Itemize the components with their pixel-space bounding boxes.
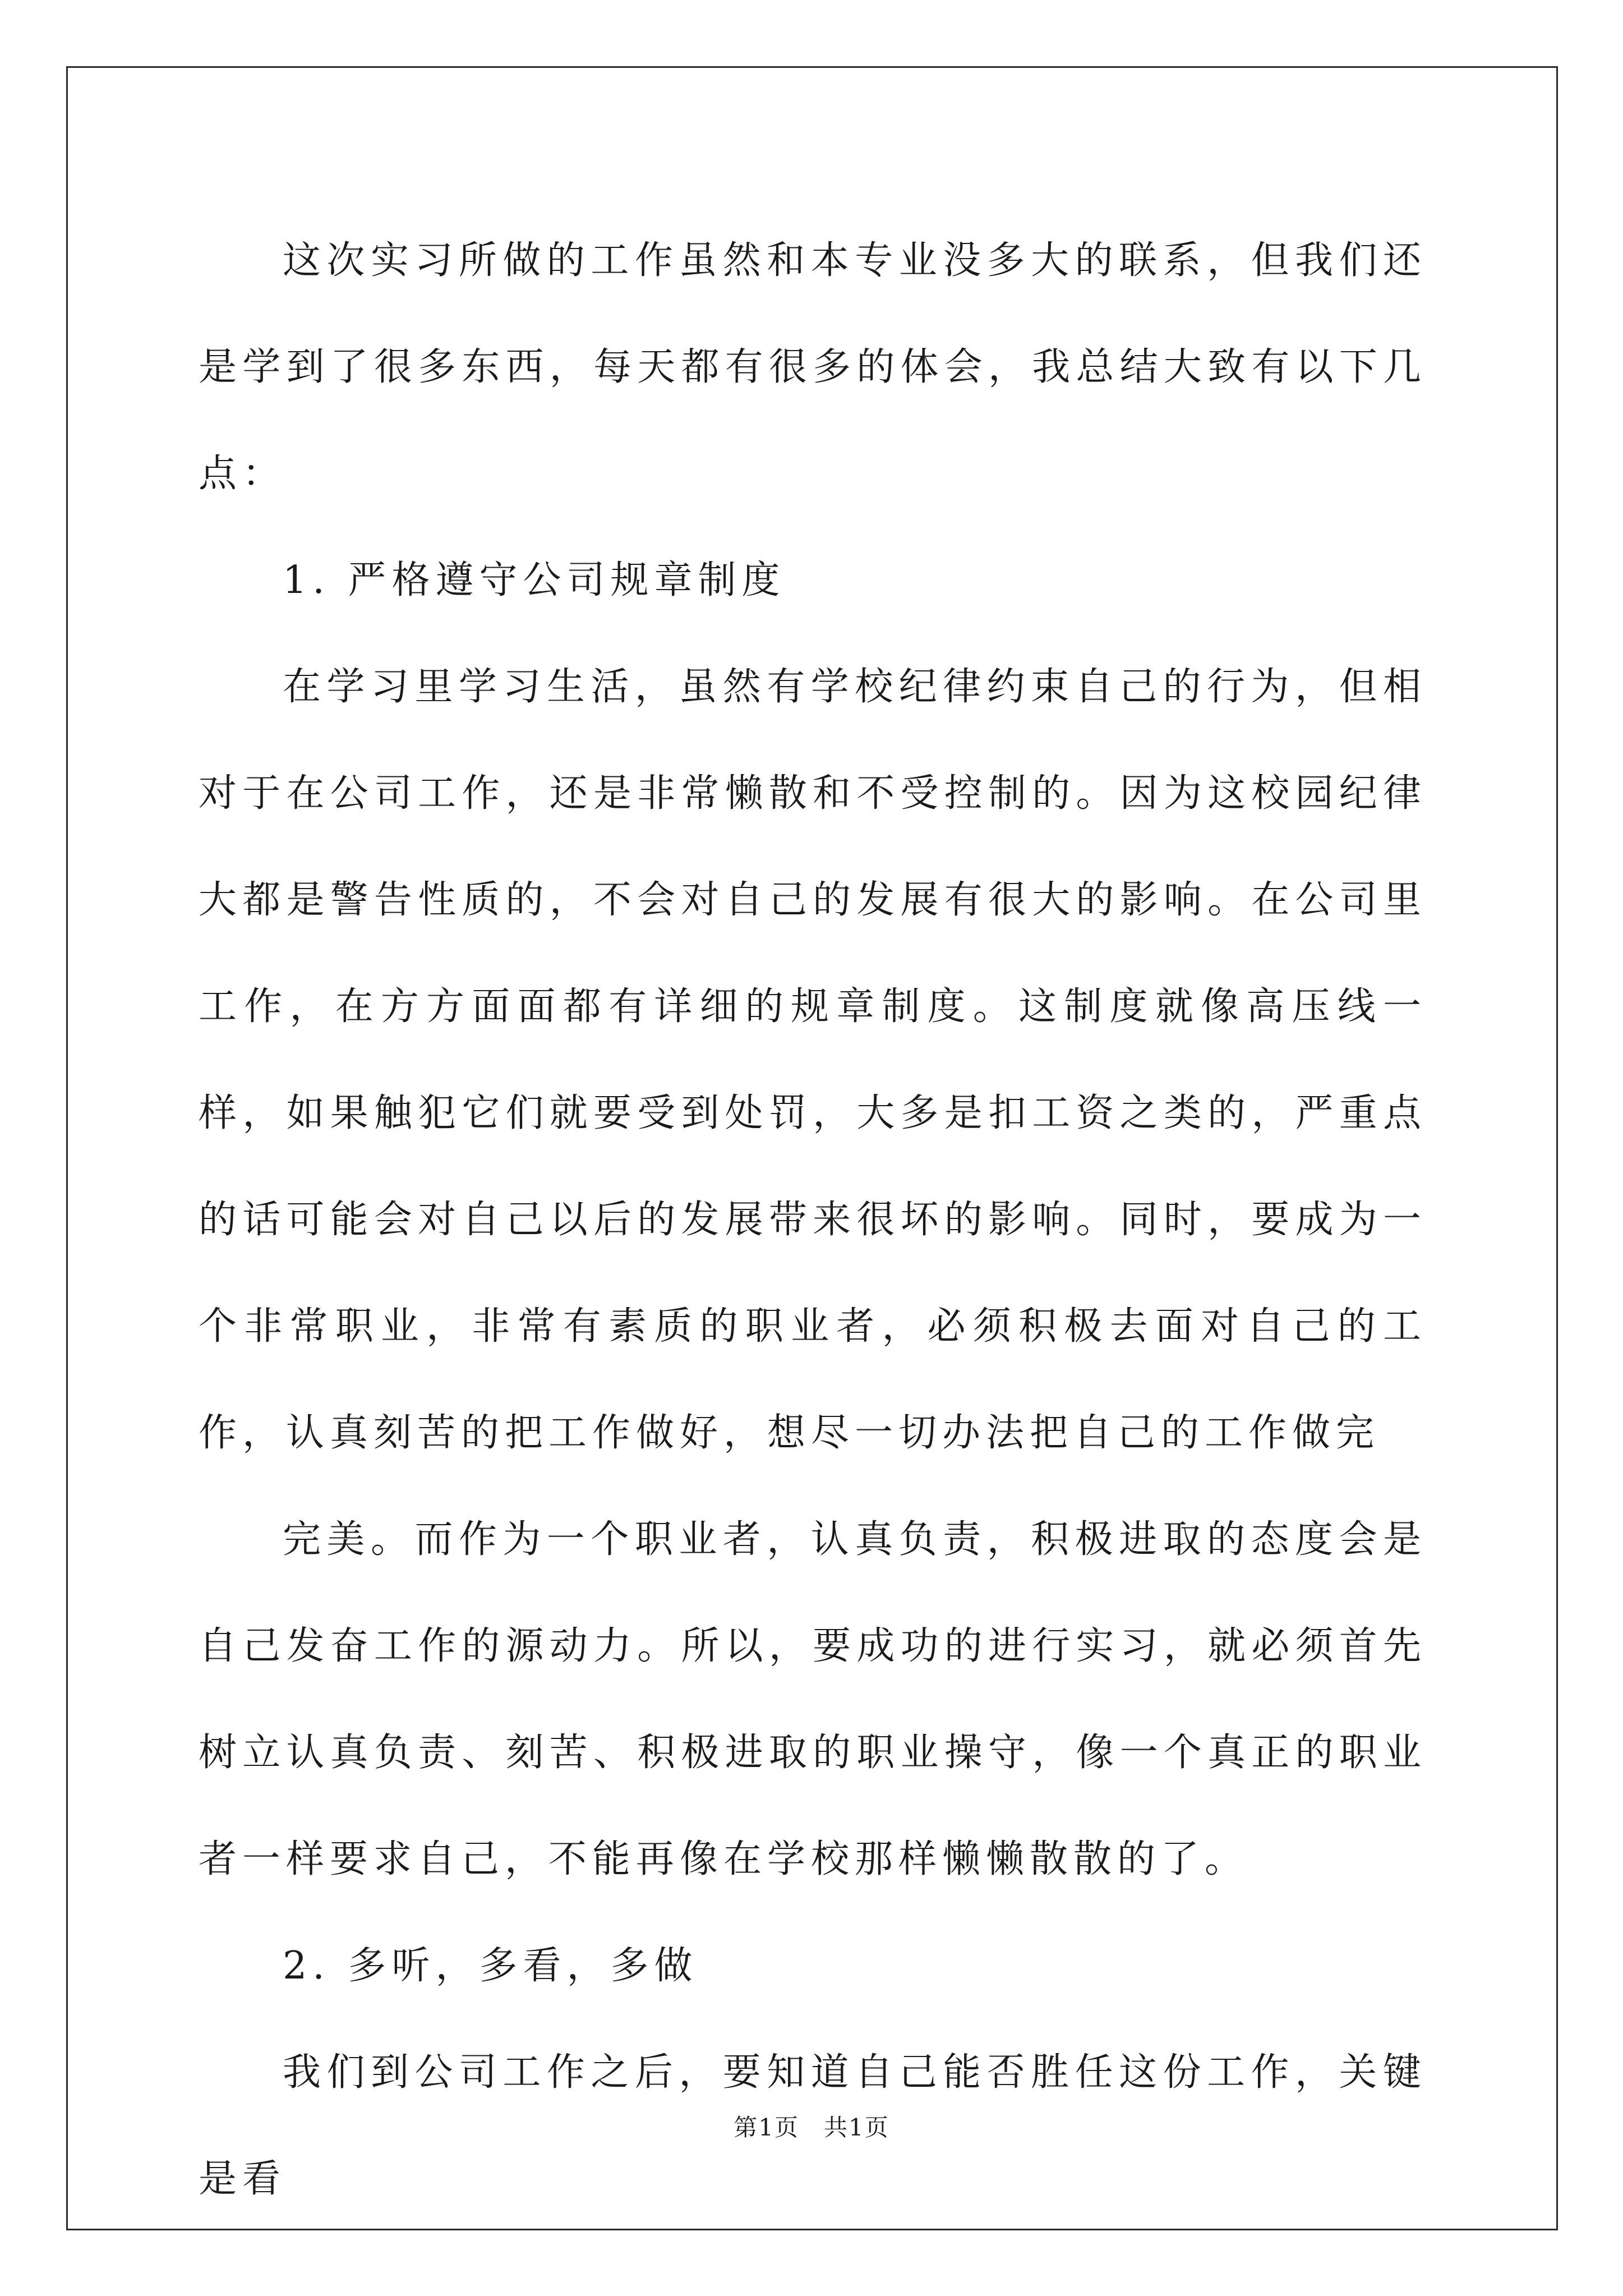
paragraph: 在学习里学习生活，虽然有学校纪律约束自己的行为，但相对于在公司工作，还是非常懒散和不受控制的。因为这校园纪律大都是警告性质的，不会对自己的发展有很大的影响。在公司里工作，在方方面面都有详细的规章制度。这制度就像高压线一样，如果触犯它们就要受到处罚，大多是扣工资之类的，严重点的话可能会对自己以后的发展带来很坏的影响。同时，要成为一个非常职业，非常有素质的职业者，必须积极去面对自己的工作，认真刻苦的把工作做好，想尽一切办法把自己的工作做完	[199, 665, 1427, 1455]
section-heading: 2. 多听，多看，多做	[283, 1944, 698, 1988]
page-footer	[0, 2109, 1623, 2143]
paragraph: 这次实习所做的工作虽然和本专业没多大的联系，但我们还是学到了很多东西，每天都有很多的体会，我总结大致有以下几点：	[199, 238, 1427, 496]
paragraph: 完美。而作为一个职业者，认真负责，积极进取的态度会是自己发奋工作的源动力。所以，要成功的进行实习，就必须首先树立认真负责、刻苦、积极进取的职业操守，像一个真正的职业者一样要求自己，不能再像在学校那样懒懒散散的了。	[199, 1517, 1427, 1881]
page-total: 共1页	[824, 2114, 889, 2141]
section-heading: 1. 严格遵守公司规章制度	[283, 558, 786, 602]
document-body	[199, 208, 1427, 2233]
page-number: 第1页	[734, 2114, 799, 2141]
paragraph: 我们到公司工作之后，要知道自己能否胜任这份工作，关键是看	[199, 2050, 1427, 2201]
